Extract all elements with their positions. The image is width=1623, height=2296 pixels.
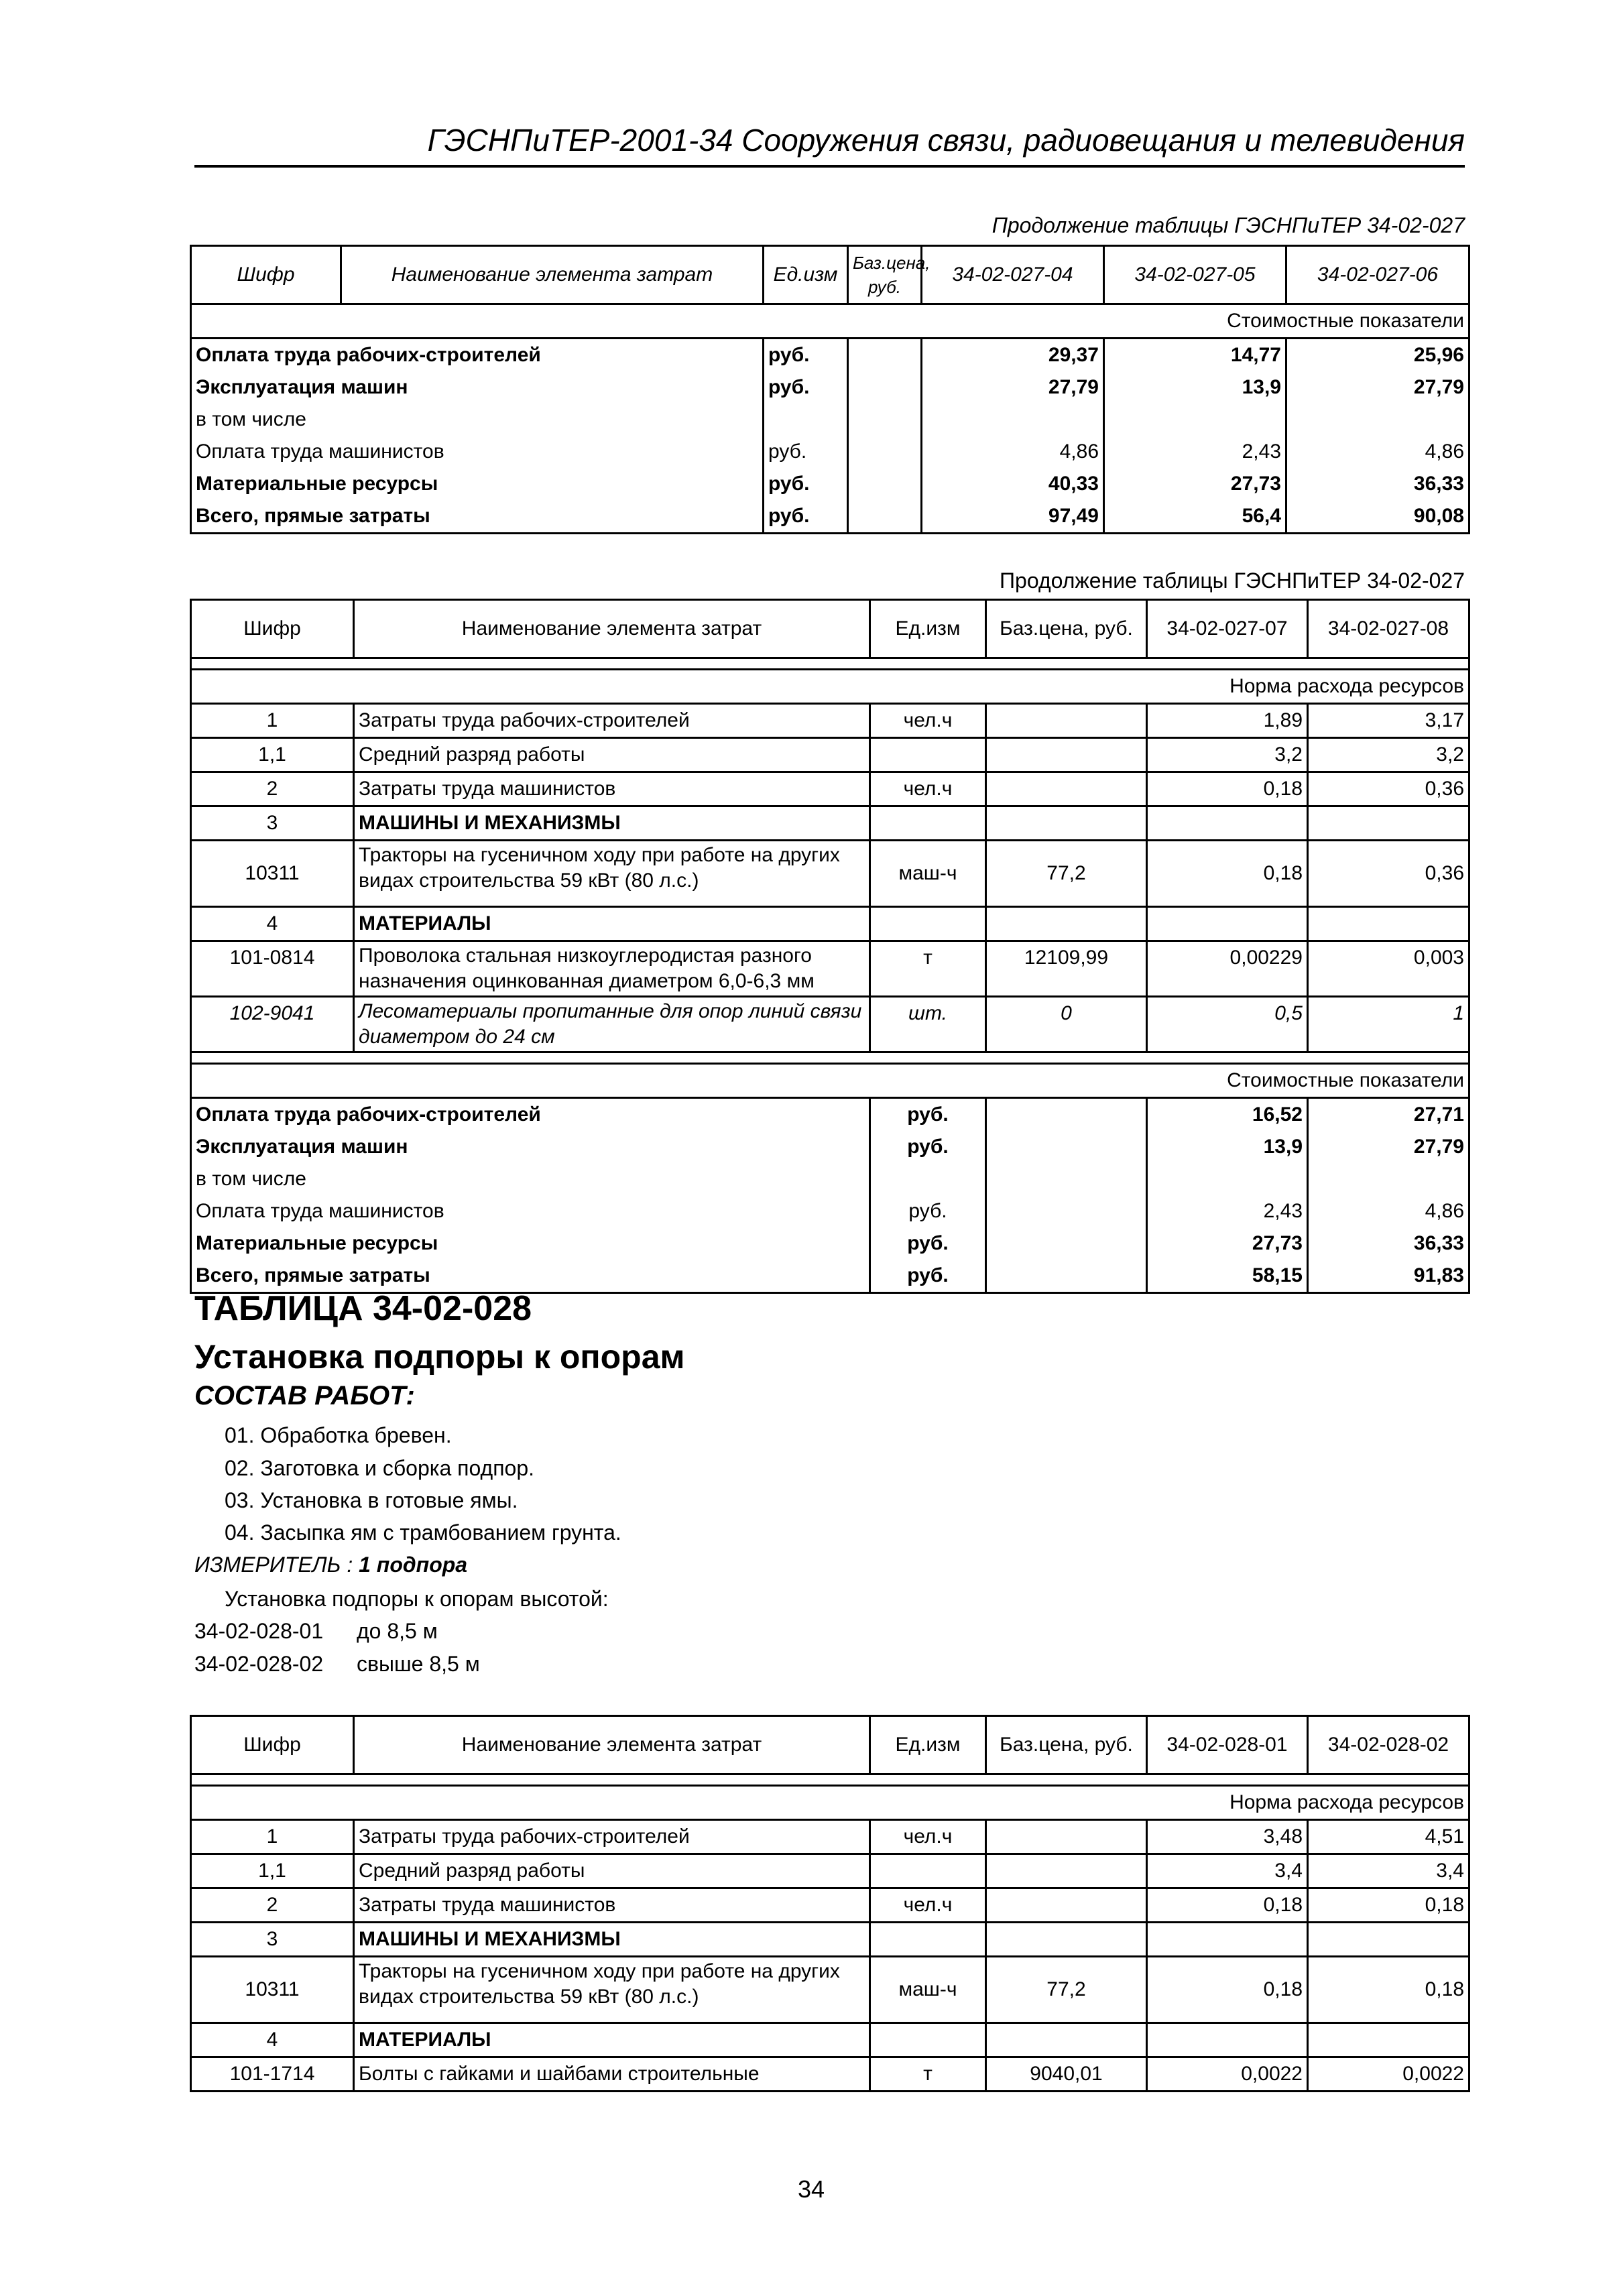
table-row (191, 1854, 1469, 1888)
table3-section-row (191, 1786, 1469, 1820)
row-v1: 3,2 (1147, 738, 1308, 772)
work-item: 02. Заготовка и сборка подпор. (225, 1456, 535, 1480)
measure-label: ИЗМЕРИТЕЛЬ : (194, 1553, 353, 1577)
row-v2: 3,4 (1308, 1854, 1469, 1888)
row-code: 1 (191, 704, 354, 738)
section-spacer (191, 1052, 1469, 1064)
table-row (191, 1227, 1469, 1260)
row-name: МАТЕРИАЛЫ (354, 907, 870, 941)
col-unit-header: Ед.изм (764, 246, 848, 304)
row-v1: 16,52 (1147, 1098, 1308, 1132)
table2-cost-section-row (191, 1064, 1469, 1098)
row-v1: 1,89 (1147, 704, 1308, 738)
row-v2 (1308, 907, 1469, 941)
col-unit-header: Ед.изм (870, 1716, 986, 1774)
row-name: Эксплуатация машин (191, 371, 764, 404)
col-price-header: Баз.цена, руб. (986, 600, 1147, 658)
row-v1: 4,86 (922, 436, 1104, 468)
row-code: 10311 (191, 841, 354, 907)
row-v2: 4,86 (1308, 1195, 1469, 1227)
row-name: Материальные ресурсы (191, 1227, 870, 1260)
row-v2: 3,17 (1308, 704, 1469, 738)
row-v1: 0,5 (1147, 997, 1308, 1052)
row-code: 3 (191, 806, 354, 841)
variant-code: 34-02-028-02 (194, 1652, 324, 1676)
row-v2: 91,83 (1308, 1260, 1469, 1293)
row-unit: руб. (764, 468, 848, 500)
row-v1: 2,43 (1147, 1195, 1308, 1227)
section-label: Стоимостные показатели (191, 1064, 1469, 1098)
row-v2: 4,51 (1308, 1820, 1469, 1854)
row-v2: 0,003 (1308, 941, 1469, 997)
variant-text: до 8,5 м (357, 1619, 438, 1643)
row-name: в том числе (191, 404, 764, 436)
row-name: Всего, прямые затраты (191, 1260, 870, 1293)
row-name: Всего, прямые затраты (191, 500, 764, 534)
row-code: 4 (191, 2023, 354, 2057)
row-name: Эксплуатация машин (191, 1131, 870, 1163)
row-unit: маш-ч (870, 841, 986, 907)
row-v2: 1 (1308, 997, 1469, 1052)
row-code: 1 (191, 1820, 354, 1854)
row-v2 (1308, 1163, 1469, 1195)
row-code: 2 (191, 772, 354, 806)
row-v3: 90,08 (1286, 500, 1469, 534)
row-unit: маш-ч (870, 1957, 986, 2023)
row-name: Оплата труда машинистов (191, 436, 764, 468)
row-price (848, 404, 922, 436)
table-row (191, 1131, 1469, 1163)
row-v2: 0,36 (1308, 841, 1469, 907)
table-row (191, 436, 1469, 468)
row-v3: 27,79 (1286, 371, 1469, 404)
row-unit: руб. (764, 339, 848, 372)
row-v1: 0,18 (1147, 1888, 1308, 1923)
row-v1: 27,73 (1147, 1227, 1308, 1260)
row-unit: чел.ч (870, 772, 986, 806)
table-row (191, 468, 1469, 500)
row-v1 (1147, 1923, 1308, 1957)
row-price (848, 371, 922, 404)
row-v1: 0,18 (1147, 841, 1308, 907)
row-price (986, 1195, 1147, 1227)
section-subtitle: Установка подпоры к опорам (194, 1338, 685, 1376)
row-name: в том числе (191, 1163, 870, 1195)
col-code-header: Шифр (191, 1716, 354, 1774)
row-price (986, 704, 1147, 738)
measure-line (194, 1553, 467, 1577)
header-spacer (191, 1774, 1469, 1786)
col-price-header: Баз.цена, руб. (986, 1716, 1147, 1774)
table-row (191, 500, 1469, 534)
row-price (986, 1854, 1147, 1888)
row-unit: чел.ч (870, 1888, 986, 1923)
row-unit: руб. (870, 1131, 986, 1163)
row-price (986, 907, 1147, 941)
table2-section-row (191, 670, 1469, 704)
row-unit: руб. (870, 1195, 986, 1227)
row-name: Оплата труда рабочих-строителей (191, 339, 764, 372)
header-spacer (191, 658, 1469, 670)
row-v1: 0,18 (1147, 772, 1308, 806)
work-item: 01. Обработка бревен. (225, 1423, 452, 1447)
row-name: МАТЕРИАЛЫ (354, 2023, 870, 2057)
row-code: 101-1714 (191, 2057, 354, 2092)
row-v1: 3,4 (1147, 1854, 1308, 1888)
col-price-header: Баз.цена, руб. (848, 246, 922, 304)
row-unit: чел.ч (870, 704, 986, 738)
row-unit (870, 1854, 986, 1888)
table-row (191, 2023, 1469, 2057)
row-unit: руб. (764, 436, 848, 468)
row-v1 (1147, 1163, 1308, 1195)
row-v1 (1147, 2023, 1308, 2057)
row-unit (870, 738, 986, 772)
table-row (191, 1098, 1469, 1132)
table1-section-row (191, 304, 1469, 339)
table-row (191, 1923, 1469, 1957)
row-price (986, 1260, 1147, 1293)
table1-header-row (191, 246, 1469, 304)
row-v2 (1308, 1923, 1469, 1957)
variant-code: 34-02-028-01 (194, 1619, 324, 1643)
row-price (986, 1888, 1147, 1923)
col-v2-header: 34-02-028-02 (1308, 1716, 1469, 1774)
row-code: 102-9041 (191, 997, 354, 1052)
row-price: 9040,01 (986, 2057, 1147, 2092)
row-v3: 4,86 (1286, 436, 1469, 468)
row-name: Затраты труда рабочих-строителей (354, 704, 870, 738)
col-name-header: Наименование элемента затрат (354, 1716, 870, 1774)
table2 (190, 599, 1470, 1294)
row-price (986, 1098, 1147, 1132)
row-v1: 58,15 (1147, 1260, 1308, 1293)
row-v2 (1104, 404, 1286, 436)
table-row (191, 339, 1469, 372)
table-row (191, 907, 1469, 941)
table-row (191, 1888, 1469, 1923)
table-row (191, 1820, 1469, 1854)
col-code-header: Шифр (191, 246, 341, 304)
col-name-header: Наименование элемента затрат (341, 246, 764, 304)
row-unit: чел.ч (870, 1820, 986, 1854)
row-v2 (1308, 806, 1469, 841)
row-v1: 27,79 (922, 371, 1104, 404)
table-row (191, 371, 1469, 404)
table-row (191, 404, 1469, 436)
col-v1-header: 34-02-028-01 (1147, 1716, 1308, 1774)
variants-intro: Установка подпоры к опорам высотой: (225, 1587, 609, 1611)
table-row (191, 704, 1469, 738)
table3 (190, 1715, 1470, 2092)
table-row (191, 997, 1469, 1052)
row-v3 (1286, 404, 1469, 436)
table-row (191, 1957, 1469, 2023)
row-name: Тракторы на гусеничном ходу при работе на других видах строительства 59 кВт (80 л.с.) (354, 1957, 870, 2023)
row-v1 (1147, 907, 1308, 941)
row-v1: 29,37 (922, 339, 1104, 372)
row-v3: 36,33 (1286, 468, 1469, 500)
col-name-header: Наименование элемента затрат (354, 600, 870, 658)
row-unit: т (870, 941, 986, 997)
row-code: 1,1 (191, 1854, 354, 1888)
row-v3: 25,96 (1286, 339, 1469, 372)
row-price (986, 772, 1147, 806)
table3-header-row (191, 1716, 1469, 1774)
row-name: Оплата труда рабочих-строителей (191, 1098, 870, 1132)
row-v2: 13,9 (1104, 371, 1286, 404)
row-price: 77,2 (986, 841, 1147, 907)
row-name: Средний разряд работы (354, 738, 870, 772)
row-name: Тракторы на гусеничном ходу при работе на других видах строительства 59 кВт (80 л.с.) (354, 841, 870, 907)
row-unit: руб. (870, 1260, 986, 1293)
row-code: 3 (191, 1923, 354, 1957)
col-v3-header: 34-02-027-06 (1286, 246, 1469, 304)
col-v1-header: 34-02-027-07 (1147, 600, 1308, 658)
row-v1: 0,18 (1147, 1957, 1308, 2023)
table-row (191, 806, 1469, 841)
row-unit (870, 806, 986, 841)
col-v2-header: 34-02-027-08 (1308, 600, 1469, 658)
row-v2: 0,18 (1308, 1888, 1469, 1923)
row-price (848, 468, 922, 500)
row-price (986, 1923, 1147, 1957)
row-code: 101-0814 (191, 941, 354, 997)
row-code: 10311 (191, 1957, 354, 2023)
page-number: 34 (797, 2175, 825, 2203)
row-unit: руб. (870, 1098, 986, 1132)
row-code: 2 (191, 1888, 354, 1923)
col-v1-header: 34-02-027-04 (922, 246, 1104, 304)
row-name: Средний разряд работы (354, 1854, 870, 1888)
row-v2: 0,18 (1308, 1957, 1469, 2023)
work-item: 03. Установка в готовые ямы. (225, 1488, 518, 1512)
row-unit: руб. (764, 371, 848, 404)
row-price (986, 1820, 1147, 1854)
row-name: МАШИНЫ И МЕХАНИЗМЫ (354, 806, 870, 841)
row-v1: 13,9 (1147, 1131, 1308, 1163)
row-price (986, 806, 1147, 841)
row-price (848, 500, 922, 534)
row-price: 0 (986, 997, 1147, 1052)
row-v2: 2,43 (1104, 436, 1286, 468)
row-price (848, 339, 922, 372)
row-v2: 36,33 (1308, 1227, 1469, 1260)
section-title: ТАБЛИЦА 34-02-028 (194, 1289, 532, 1328)
row-unit (870, 1163, 986, 1195)
row-v2 (1308, 2023, 1469, 2057)
row-v2: 56,4 (1104, 500, 1286, 534)
row-unit (870, 1923, 986, 1957)
row-unit: т (870, 2057, 986, 2092)
table2-caption: Продолжение таблицы ГЭСНПиТЕР 34-02-027 (1000, 568, 1465, 593)
row-v1: 40,33 (922, 468, 1104, 500)
table-row (191, 2057, 1469, 2092)
row-unit: руб. (764, 500, 848, 534)
table1-caption: Продолжение таблицы ГЭСНПиТЕР 34-02-027 (991, 213, 1465, 237)
row-unit (764, 404, 848, 436)
row-v2: 14,77 (1104, 339, 1286, 372)
row-name: Затраты труда машинистов (354, 772, 870, 806)
col-v2-header: 34-02-027-05 (1104, 246, 1286, 304)
row-price (986, 2023, 1147, 2057)
variant-text: свыше 8,5 м (357, 1652, 480, 1676)
row-v1 (922, 404, 1104, 436)
row-v1: 0,00229 (1147, 941, 1308, 997)
table-row (191, 841, 1469, 907)
row-price: 77,2 (986, 1957, 1147, 2023)
row-price (986, 1163, 1147, 1195)
row-v1: 3,48 (1147, 1820, 1308, 1854)
row-price (986, 1227, 1147, 1260)
row-unit (870, 907, 986, 941)
work-item: 04. Засыпка ям с трамбованием грунта. (225, 1520, 621, 1545)
row-price: 12109,99 (986, 941, 1147, 997)
table-row (191, 941, 1469, 997)
row-name: Затраты труда машинистов (354, 1888, 870, 1923)
row-name: Проволока стальная низкоуглеродистая разного назначения оцинкованная диаметром 6,0-6,3 мм (354, 941, 870, 997)
row-unit: руб. (870, 1227, 986, 1260)
row-v2: 27,71 (1308, 1098, 1469, 1132)
row-name: Затраты труда рабочих-строителей (354, 1820, 870, 1854)
table1 (190, 245, 1470, 534)
row-price (848, 436, 922, 468)
row-price (986, 1131, 1147, 1163)
table-row (191, 1163, 1469, 1195)
row-v1 (1147, 806, 1308, 841)
row-name: Лесоматериалы пропитанные для опор линий связи диаметром до 24 см (354, 997, 870, 1052)
row-name: Материальные ресурсы (191, 468, 764, 500)
row-code: 4 (191, 907, 354, 941)
row-code: 1,1 (191, 738, 354, 772)
col-code-header: Шифр (191, 600, 354, 658)
running-header: ГЭСНПиТЕР-2001-34 Сооружения связи, радиовещания и телевидения (194, 122, 1465, 168)
row-name: Оплата труда машинистов (191, 1195, 870, 1227)
measure-value: 1 подпора (359, 1553, 468, 1577)
section-label: Норма расхода ресурсов (191, 670, 1469, 704)
row-name: Болты с гайками и шайбами строительные (354, 2057, 870, 2092)
row-v1: 0,0022 (1147, 2057, 1308, 2092)
col-unit-header: Ед.изм (870, 600, 986, 658)
works-heading: СОСТАВ РАБОТ: (194, 1381, 415, 1410)
row-unit (870, 2023, 986, 2057)
row-v2: 0,36 (1308, 772, 1469, 806)
table2-header-row (191, 600, 1469, 658)
row-v1: 97,49 (922, 500, 1104, 534)
section-label: Норма расхода ресурсов (191, 1786, 1469, 1820)
table-row (191, 1195, 1469, 1227)
row-v2: 0,0022 (1308, 2057, 1469, 2092)
row-price (986, 738, 1147, 772)
section-label: Стоимостные показатели (191, 304, 1469, 339)
table-row (191, 772, 1469, 806)
table-row (191, 738, 1469, 772)
row-v2: 3,2 (1308, 738, 1469, 772)
row-unit: шт. (870, 997, 986, 1052)
row-name: МАШИНЫ И МЕХАНИЗМЫ (354, 1923, 870, 1957)
row-v2: 27,79 (1308, 1131, 1469, 1163)
row-v2: 27,73 (1104, 468, 1286, 500)
